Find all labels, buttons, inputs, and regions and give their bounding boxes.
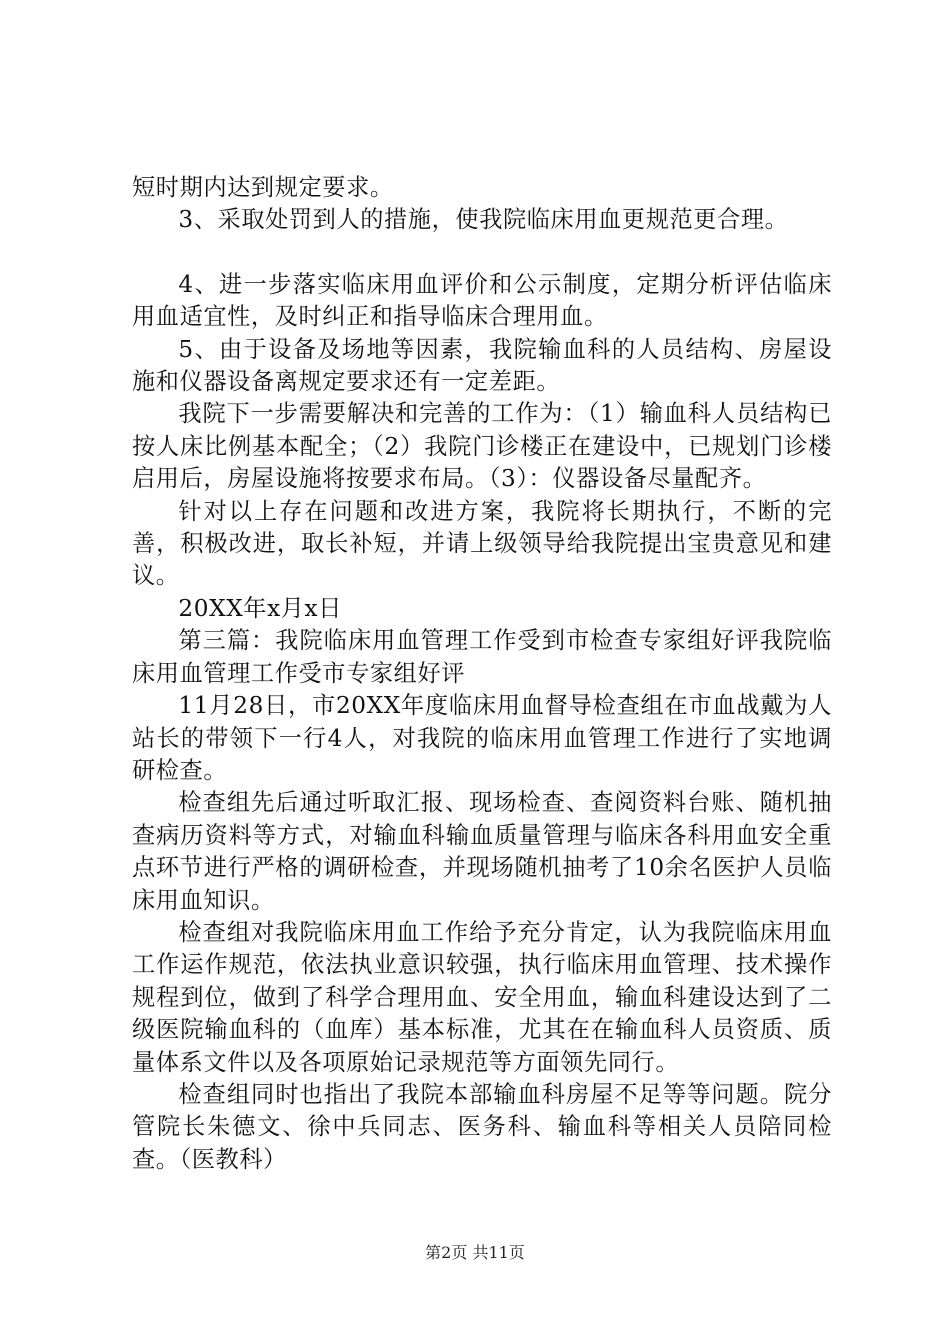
date-line: 20XX年x月x日 xyxy=(178,594,343,622)
paragraph-item-5: 5、由于设备及场地等因素，我院输血科的人员结构、房屋设施和仪器设备离规定要求还有一定差距。 xyxy=(132,335,832,396)
paragraph-continuation: 短时期内达到规定要求。 xyxy=(132,174,394,201)
page-number-footer: 第2页 共11页 xyxy=(425,1243,525,1262)
paragraph-inspection-intro: 11月28日，市20XX年度临床用血督导检查组在市血战戴为人站长的带领下一行4人，对我院的临床用血管理工作进行了实地调研检查。 xyxy=(132,692,832,784)
paragraph-item-4: 4、进一步落实临床用血评价和公示制度，定期分析评估临床用血适宜性，及时纠正和指导临床合理用血。 xyxy=(132,270,832,331)
paragraph-item-3: 3、采取处罚到人的措施，使我院临床用血更规范更合理。 xyxy=(178,206,789,234)
paragraph-conclusion: 针对以上存在问题和改进方案，我院将长期执行，不断的完善，积极改进，取长补短，并请上级领导给我院提出宝贵意见和建议。 xyxy=(132,497,832,590)
paragraph-inspection-evaluation: 检查组对我院临床用血工作给予充分肯定，认为我院临床用血工作运作规范，依法执业意识较强，执行临床用血管理、技术操作规程到位，做到了科学合理用血、安全用血，输血科建设达到了二级医院输血科的（血库）基本标准，尤其在在输血科人员资质、质量体系文件以及各项原始记录规范等方面领先同行。 xyxy=(132,918,832,1076)
paragraph-inspection-methods: 检查组先后通过听取汇报、现场检查、查阅资料台账、随机抽查病历资料等方式，对输血科输血质量管理与临床各科用血安全重点环节进行严格的调研检查，并现场随机抽考了10余名医护人员临床用血知识。 xyxy=(132,789,832,914)
paragraph-inspection-issues: 检查组同时也指出了我院本部输血科房屋不足等等问题。院分管院长朱德文、徐中兵同志、医务科、输血科等相关人员陪同检查。（医教科） xyxy=(132,1080,832,1173)
document-body xyxy=(132,172,832,1176)
paragraph-next-steps: 我院下一步需要解决和完善的工作为：（1）输血科人员结构已按人床比例基本配全；（2）我院门诊楼正在建设中，已规划门诊楼启用后，房屋设施将按要求布局。（3）：仪器设备尽量配齐。 xyxy=(132,400,832,493)
section-heading: 第三篇：我院临床用血管理工作受到市检查专家组好评我院临床用血管理工作受市专家组好评 xyxy=(132,627,832,687)
